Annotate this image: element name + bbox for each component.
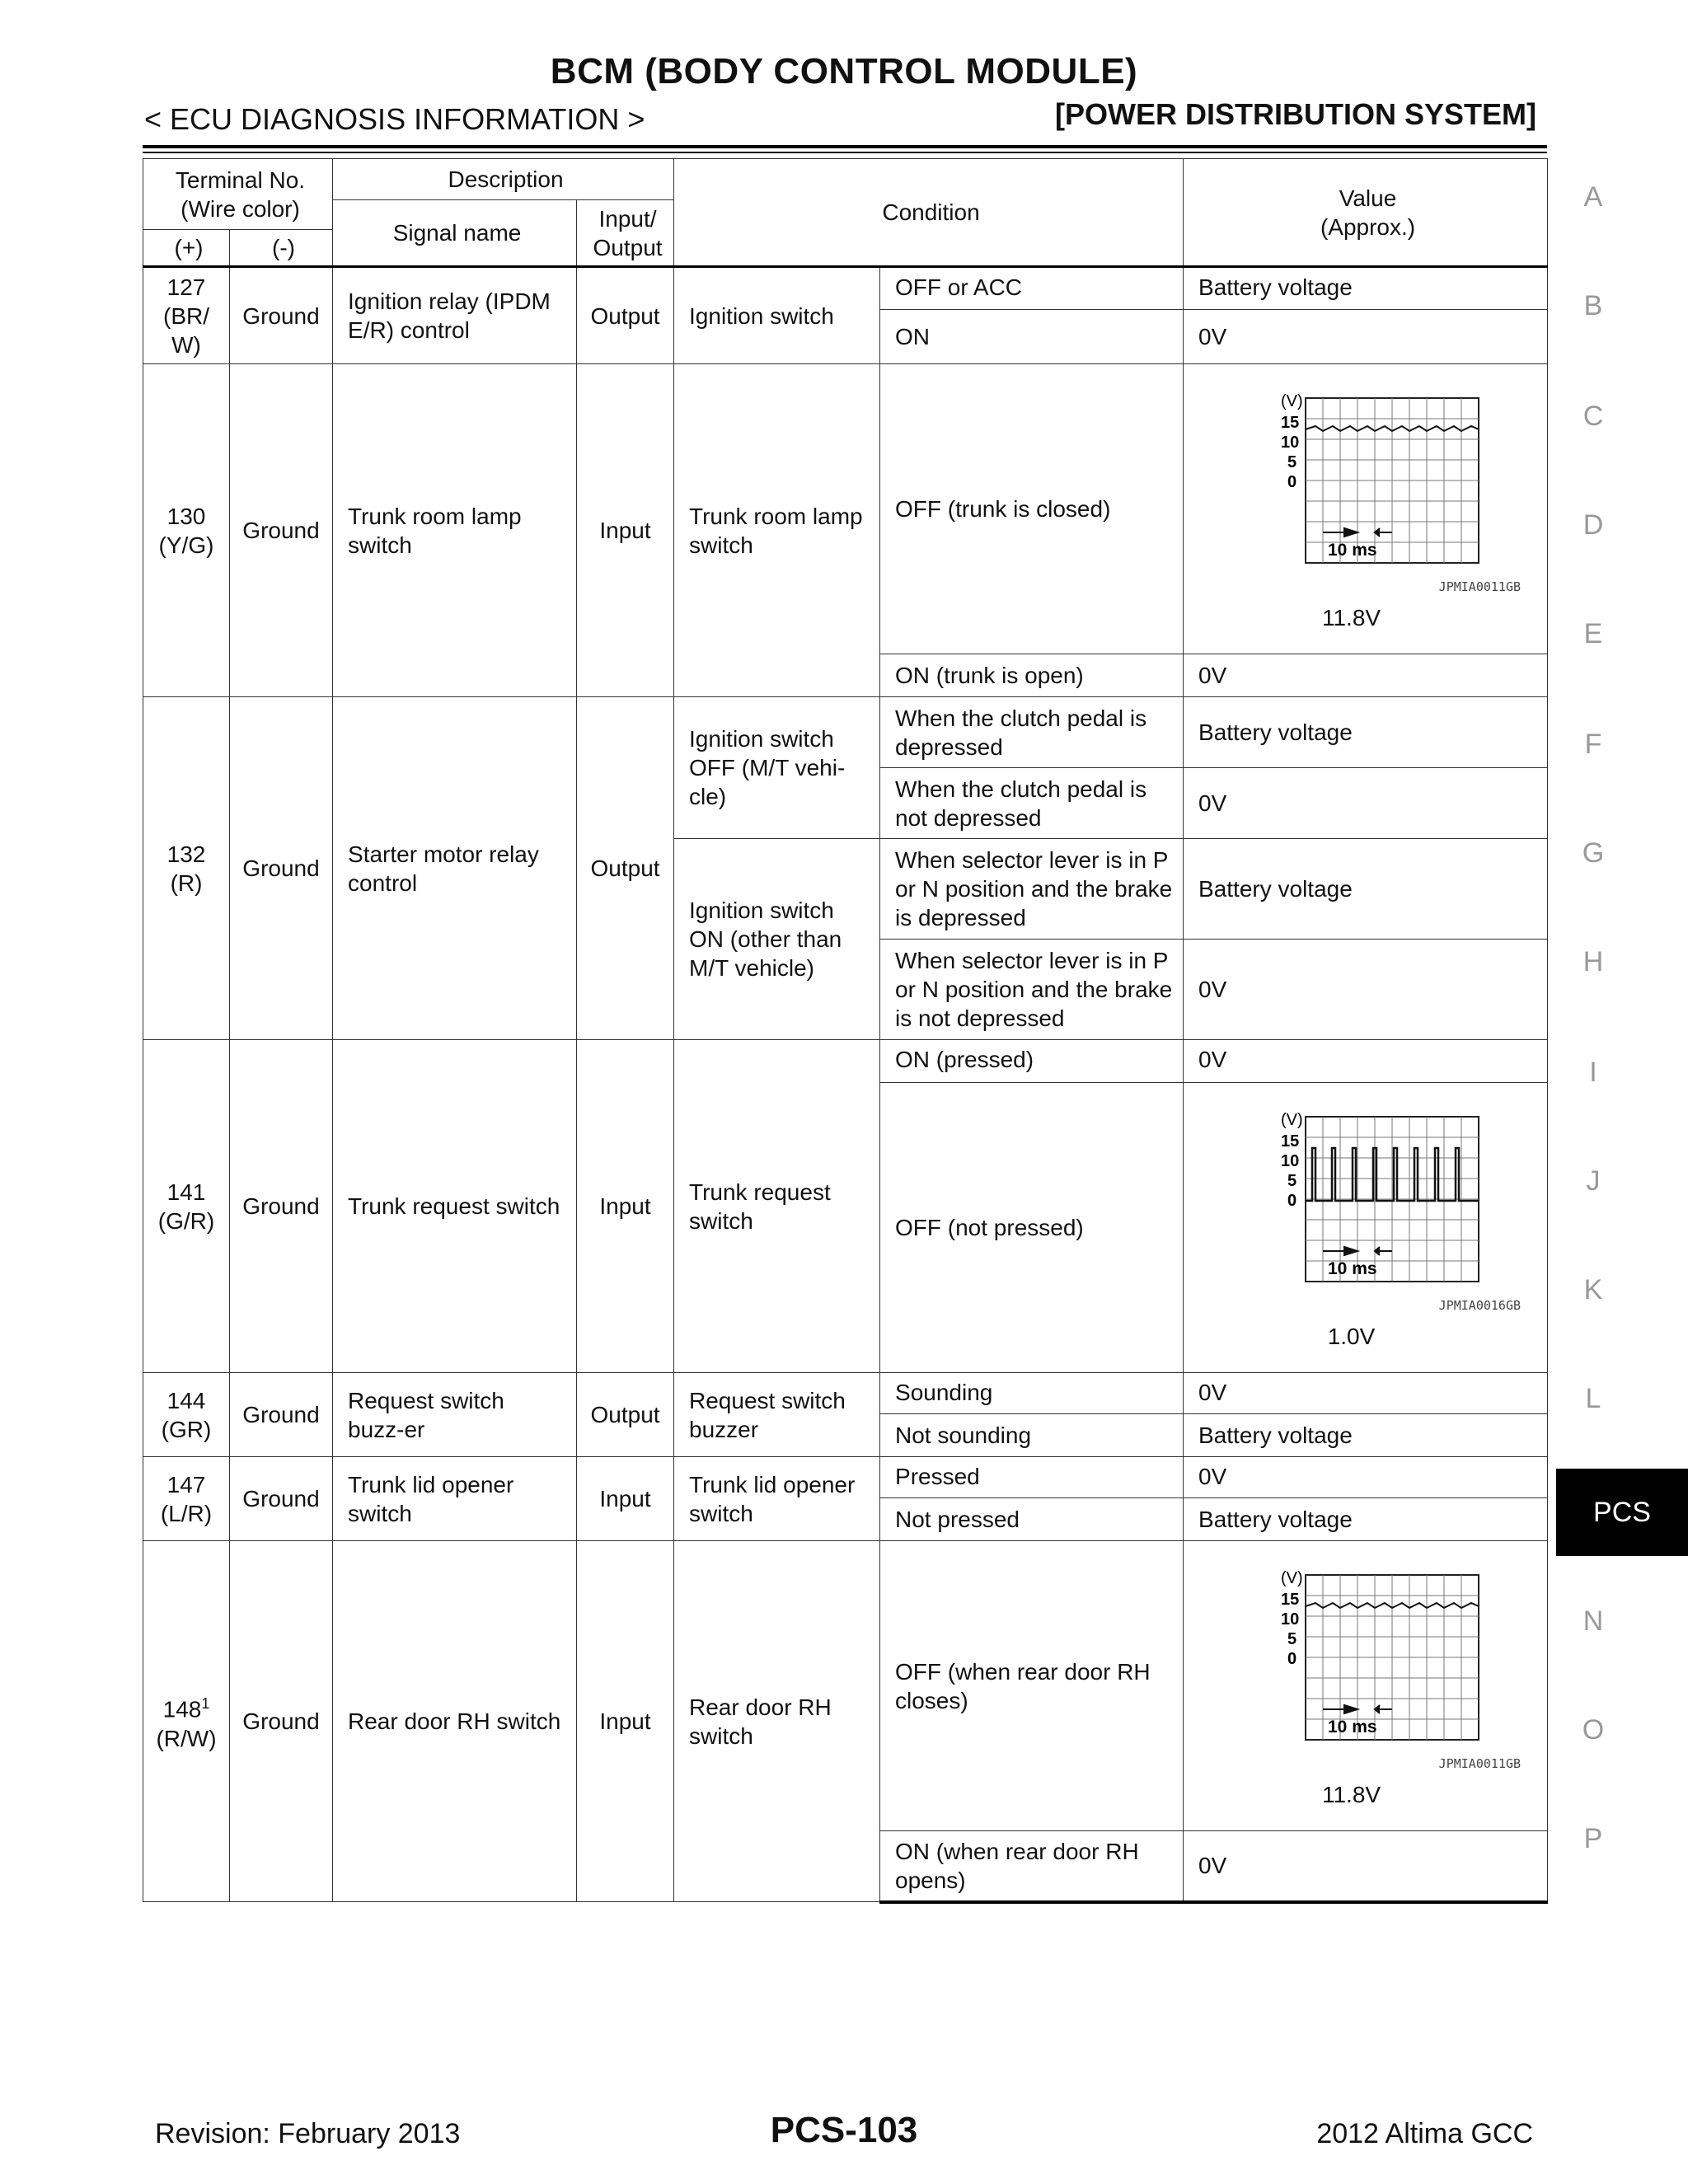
condition-cell: Ignition switch OFF (M/T vehi-cle) [674,697,880,839]
waveform-chart [1240,1565,1487,1746]
footer-revision: Revision: February 2013 [155,2118,461,2149]
header-terminal: Terminal No. (Wire color) [143,159,333,230]
state-cell: When selector lever is in P or N position and the brake is not depressed [880,940,1184,1040]
time-div-label: 10 ms [1328,540,1377,560]
ground-cell: Ground [230,1457,333,1541]
tick-0: 0 [1287,1191,1297,1210]
io-cell: Input [577,1541,674,1902]
scope-grid [1306,1575,1479,1740]
header-input-output: Input/ Output [577,200,674,267]
ground-cell: Ground [230,1373,333,1457]
value-cell: 0V [1184,940,1548,1040]
condition-cell: Rear door RH switch [674,1541,880,1902]
system-label: [POWER DISTRIBUTION SYSTEM] [1055,97,1536,131]
tick-5: 5 [1287,452,1297,471]
footer-page-number: PCS-103 [770,2110,918,2150]
page-title: BCM (BODY CONTROL MODULE) [550,51,1138,91]
tab-n[interactable]: N [1582,1605,1604,1637]
tick-15: 15 [1281,413,1300,432]
state-cell: Not pressed [880,1498,1184,1541]
state-cell: ON (when rear door RH opens) [880,1831,1184,1902]
tab-f[interactable]: F [1584,729,1602,760]
condition-cell: Ignition switch ON (other than M/T vehicle) [674,839,880,1040]
state-cell: ON (pressed) [880,1040,1184,1083]
signal-cell: Starter motor relay control [333,697,577,1040]
tab-l[interactable]: L [1585,1383,1601,1414]
signal-cell: Request switch buzz-er [333,1373,577,1457]
terminal-cell: $148^1$ (R/W) [143,1541,230,1902]
table-row [143,364,1548,654]
value-cell: 0V [1184,310,1548,364]
table-row [143,1040,1548,1083]
waveform-id: JPMIA0016GB [1438,1297,1522,1313]
waveform-cell [1184,1083,1548,1373]
condition-cell: Ignition switch [674,267,880,364]
tab-k[interactable]: K [1583,1274,1603,1305]
table-row [143,1541,1548,1831]
axis-unit: (V) [1281,1568,1303,1587]
waveform-value: 1.0V [1327,1323,1376,1349]
section-label: < ECU DIAGNOSIS INFORMATION > [144,102,645,136]
terminal-table [143,158,1548,1904]
io-cell: Input [577,1040,674,1373]
tab-j[interactable]: J [1586,1165,1601,1197]
value-cell: 0V [1184,1457,1548,1498]
signal-cell: Rear door RH switch [333,1541,577,1902]
value-cell: 0V [1184,768,1548,839]
axis-unit: (V) [1281,391,1303,410]
terminal-cell: 132 (R) [143,697,230,1040]
state-cell: Not sounding [880,1414,1184,1457]
value-cell: Battery voltage [1184,1498,1548,1541]
tab-g[interactable]: G [1582,837,1605,869]
state-cell: Sounding [880,1373,1184,1414]
terminal-cell: 144 (GR) [143,1373,230,1457]
tab-pcs-active[interactable]: PCS [1556,1469,1688,1556]
value-cell: 0V [1184,1040,1548,1083]
value-cell: 0V [1184,654,1548,697]
value-cell: Battery voltage [1184,839,1548,940]
state-cell: When the clutch pedal is depressed [880,697,1184,768]
waveform-id: JPMIA0011GB [1438,1755,1522,1771]
tick-15: 15 [1281,1132,1300,1151]
header-rule-thin [143,152,1547,153]
tick-15: 15 [1281,1590,1300,1609]
header-plus: (+) [143,230,230,267]
header-value: Value (Approx.) [1184,159,1548,267]
tick-10: 10 [1281,1151,1300,1170]
table-row [143,1373,1548,1414]
io-cell: Output [577,697,674,1040]
waveform-chart [1240,1107,1487,1288]
ground-cell: Ground [230,267,333,364]
state-cell: ON [880,310,1184,364]
footer-model: 2012 Altima GCC [1316,2118,1533,2149]
tab-c[interactable]: C [1582,401,1604,432]
condition-cell: Trunk request switch [674,1040,880,1373]
condition-cell: Trunk lid opener switch [674,1457,880,1541]
state-cell: ON (trunk is open) [880,654,1184,697]
tab-h[interactable]: H [1582,946,1604,977]
state-cell: OFF or ACC [880,267,1184,310]
tab-d[interactable]: D [1582,509,1604,541]
state-cell: Pressed [880,1457,1184,1498]
header-minus: (-) [230,230,333,267]
tab-a[interactable]: A [1583,181,1603,213]
tab-i[interactable]: I [1589,1057,1597,1088]
io-cell: Output [577,267,674,364]
terminal-cell: 147 (L/R) [143,1457,230,1541]
waveform-id: JPMIA0011GB [1438,579,1522,594]
io-cell: Input [577,1457,674,1541]
condition-cell: Trunk room lamp switch [674,364,880,697]
tick-10: 10 [1281,1610,1300,1629]
waveform-value: 11.8V [1321,604,1381,630]
header-signal-name: Signal name [333,200,577,267]
tab-p[interactable]: P [1583,1823,1603,1854]
ground-cell: Ground [230,697,333,1040]
ground-cell: Ground [230,364,333,697]
state-cell: When selector lever is in P or N position and the brake is depressed [880,839,1184,940]
io-cell: Input [577,364,674,697]
time-div-label: 10 ms [1328,1258,1377,1278]
value-cell: Battery voltage [1184,1414,1548,1457]
terminal-cell: 130 (Y/G) [143,364,230,697]
state-cell: OFF (when rear door RH closes) [880,1541,1184,1831]
time-div-label: 10 ms [1328,1717,1377,1736]
signal-cell: Trunk lid opener switch [333,1457,577,1541]
value-cell: 0V [1184,1373,1548,1414]
table-row [143,267,1548,310]
terminal-cell: 141 (G/R) [143,1040,230,1373]
signal-cell: Trunk room lamp switch [333,364,577,697]
waveform-chart [1240,388,1487,569]
value-cell: 0V [1184,1831,1548,1902]
signal-cell: Ignition relay (IPDM E/R) control [333,267,577,364]
tab-b[interactable]: B [1583,290,1603,321]
header-description: Description [333,159,674,200]
tick-0: 0 [1287,472,1297,491]
value-cell: Battery voltage [1184,697,1548,768]
header-rule-thick [143,145,1547,148]
axis-unit: (V) [1281,1110,1303,1129]
header-condition: Condition [674,159,1184,267]
state-cell: OFF (not pressed) [880,1083,1184,1373]
value-cell: Battery voltage [1184,267,1548,310]
waveform-cell [1184,1541,1548,1831]
state-cell: OFF (trunk is closed) [880,364,1184,654]
signal-cell: Trunk request switch [333,1040,577,1373]
tick-0: 0 [1287,1649,1297,1668]
tab-o[interactable]: O [1582,1714,1605,1746]
scope-grid [1306,398,1479,563]
table-row [143,1457,1548,1498]
terminal-cell: 127 (BR/ W) [143,267,230,364]
ground-cell: Ground [230,1541,333,1902]
table-row [143,697,1548,768]
state-cell: When the clutch pedal is not depressed [880,768,1184,839]
ground-cell: Ground [230,1040,333,1373]
tick-5: 5 [1287,1629,1297,1648]
io-cell: Output [577,1373,674,1457]
tick-10: 10 [1281,433,1300,452]
tab-e[interactable]: E [1583,618,1603,649]
tick-5: 5 [1287,1171,1297,1190]
waveform-value: 11.8V [1321,1781,1381,1807]
waveform-cell [1184,364,1548,654]
condition-cell: Request switch buzzer [674,1373,880,1457]
